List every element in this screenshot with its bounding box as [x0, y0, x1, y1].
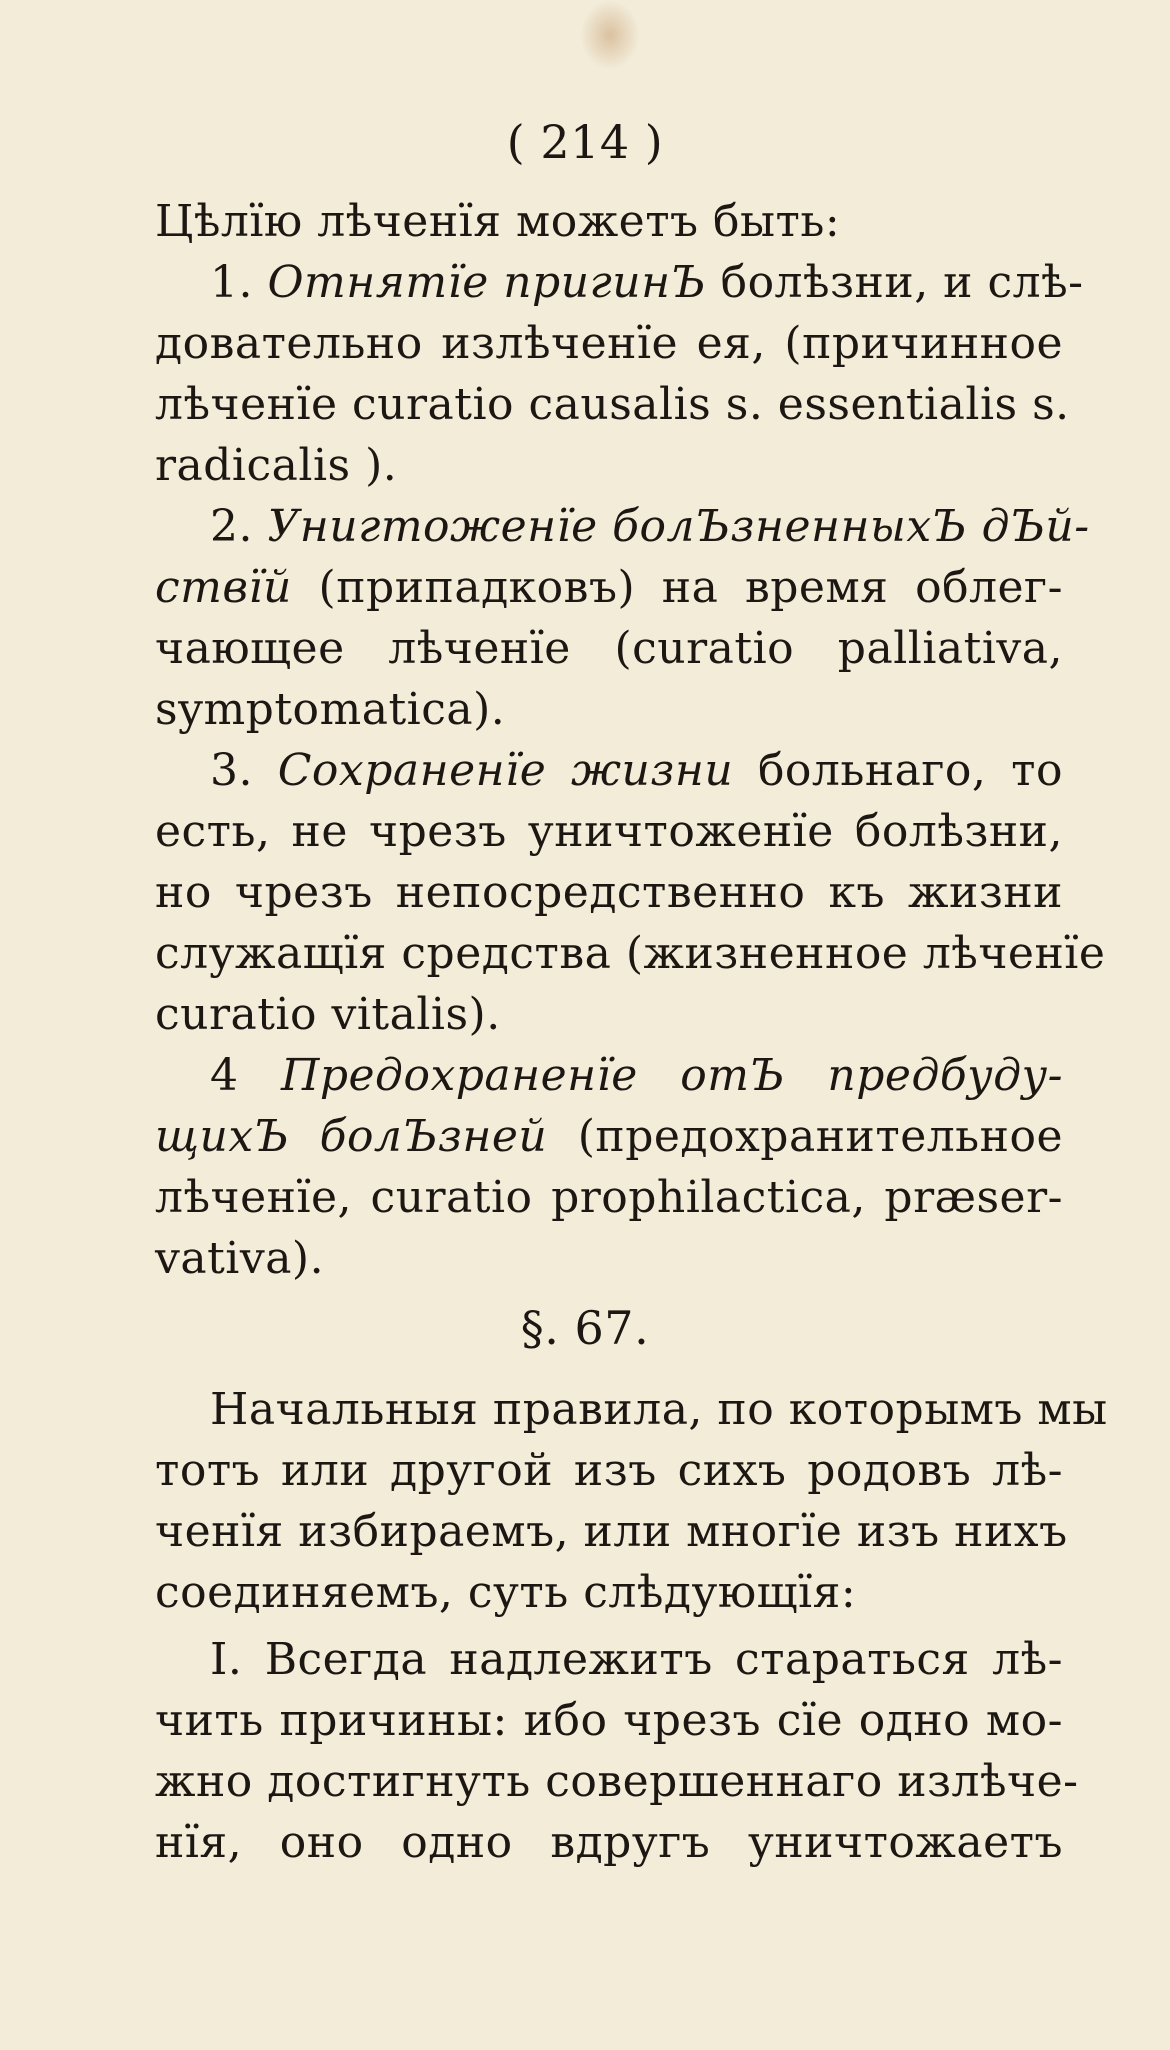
text-line-15 — [210, 1046, 1063, 1106]
text-line-14: curatio vitalis). — [155, 989, 501, 1040]
text-line-10 — [210, 741, 1063, 801]
page-number: ( 214 ) — [506, 115, 664, 169]
text-line-8: чающее лѣченїе (curatio palliativa, — [155, 623, 1063, 674]
text-line-5: radicalis ). — [155, 440, 398, 491]
text-fragment: больнаго, то — [757, 745, 1063, 796]
italic-term: щихЪ болЪзней — [155, 1111, 548, 1162]
list-number: 2. — [210, 501, 253, 552]
text-line-26: нїя, оно одно вдругъ уничтожаетъ — [155, 1817, 1063, 1868]
text-line-12: но чрезъ непосредственно къ жизни — [155, 867, 1063, 918]
text-line-25: жно достигнуть совершеннаго излѣче- — [155, 1756, 1079, 1807]
text-line-7 — [155, 558, 1063, 618]
text-line-21: ченїя избираемъ, или многїе изъ нихъ — [155, 1506, 1068, 1557]
text-line-17: лѣченїе, curatio prophilactica, præser- — [155, 1172, 1063, 1223]
text-fragment: (предохранительное — [577, 1111, 1063, 1162]
list-number: 3. — [210, 745, 253, 796]
text-line-2 — [210, 253, 1084, 313]
text-line-4: лѣченїе curatio causalis s. essentialis s. — [155, 379, 1070, 430]
text-line-9: symptomatica). — [155, 684, 506, 735]
text-fragment: (припадковъ) на время облег- — [318, 562, 1063, 613]
italic-term: Унигтоженїе болЪзненныхЪ дЪй- — [267, 501, 1090, 552]
text-line-24: чить причины: ибо чрезъ сїе одно мо- — [155, 1695, 1063, 1746]
list-number: 1. — [210, 257, 253, 308]
text-line-1: Цѣлїю лѣченїя можетъ быть: — [155, 196, 841, 247]
italic-term: ствїй — [155, 562, 292, 613]
text-line-19: Начальныя правила, по которымъ мы — [210, 1384, 1108, 1435]
italic-term: Предохраненїе отЪ предбуду- — [280, 1050, 1063, 1101]
text-fragment: болѣзни, и слѣ- — [720, 257, 1084, 308]
text-line-18: vativa). — [155, 1233, 325, 1284]
italic-term: Сохраненїе жизни — [277, 745, 734, 796]
paper-stain — [580, 0, 640, 70]
text-line-22: соединяемъ, суть слѣдующїя: — [155, 1567, 857, 1618]
text-line-6 — [210, 497, 1090, 557]
text-line-20: тотъ или другой изъ сихъ родовъ лѣ- — [155, 1445, 1063, 1496]
text-line-11: есть, не чрезъ уничтоженїе болѣзни, — [155, 806, 1063, 857]
italic-term: Отнятїе пригинЪ — [267, 257, 707, 308]
text-line-16 — [155, 1107, 1063, 1167]
text-line-23: I. Всегда надлежитъ стараться лѣ- — [210, 1634, 1063, 1685]
text-line-13: служащїя средства (жизненное лѣченїе — [155, 928, 1106, 979]
list-number: 4 — [210, 1050, 239, 1101]
text-line-3: довательно излѣченїе ея, (причинное — [155, 318, 1063, 369]
section-heading: §. 67. — [520, 1301, 650, 1355]
